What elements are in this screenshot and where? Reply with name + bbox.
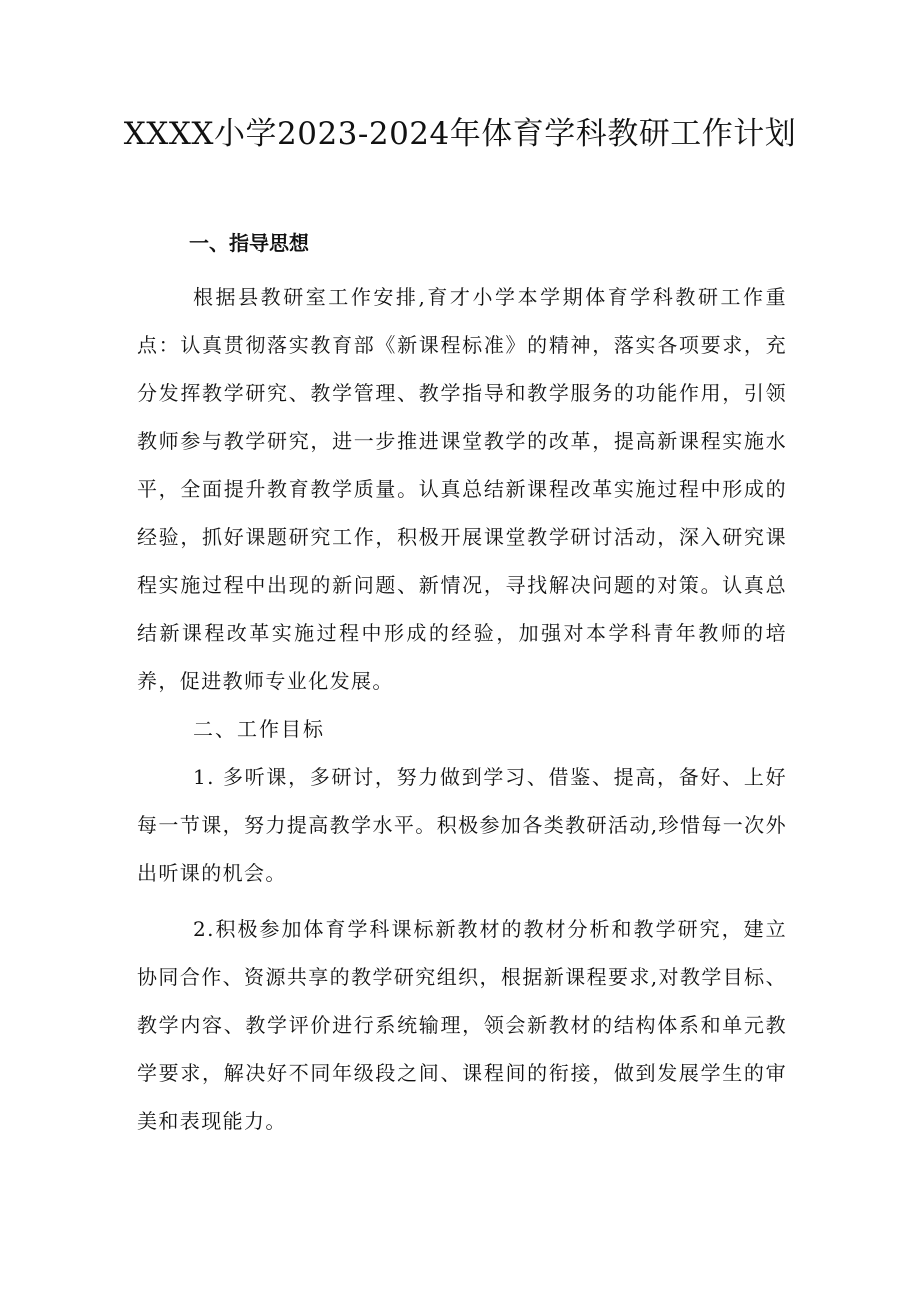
paragraph-goal-1: 1. 多听课，多研讨，努力做到学习、借鉴、提高，备好、上好每一节课，努力提高教学水平。积极参加各类教研活动,珍惜每一次外出听课的机会。 [137, 765, 787, 885]
page-title: XXXX小学2023-2024年体育学科教研工作计划 [123, 116, 797, 152]
paragraph-goal-2: 2.积极参加体育学科课标新教材的教材分析和教学研究，建立协同合作、资源共享的教学研究组织，根据新课程要求,对教学目标、教学内容、教学评价进行系统输理，领会新教材的结构体系和单元教学要求，解决好不同年级段之间、课程间的衔接，做到发展学生的审美和表现能力。 [137, 917, 787, 1133]
document-body [137, 225, 787, 1145]
paragraph-guiding-thought: 根据县教研室工作安排,育才小学本学期体育学科教研工作重点：认真贯彻落实教育部《新课程标准》的精神，落实各项要求，充分发挥教学研究、教学管理、教学指导和教学服务的功能作用，引领教师参与教学研究，进一步推进课堂教学的改革，提高新课程实施水平，全面提升教育教学质量。认真总结新课程改革实施过程中形成的经验，抓好课题研究工作，积极开展课堂教学研讨活动，深入研究课程实施过程中出现的新问题、新情况，寻找解决问题的对策。认真总结新课程改革实施过程中形成的经验，加强对本学科青年教师的培养，促进教师专业化发展。 [137, 285, 787, 693]
section-heading-guiding-thought: 一、指导思想 [189, 231, 309, 255]
paragraph-spacer [137, 897, 787, 905]
section-heading-work-goals: 二、工作目标 [193, 717, 325, 741]
